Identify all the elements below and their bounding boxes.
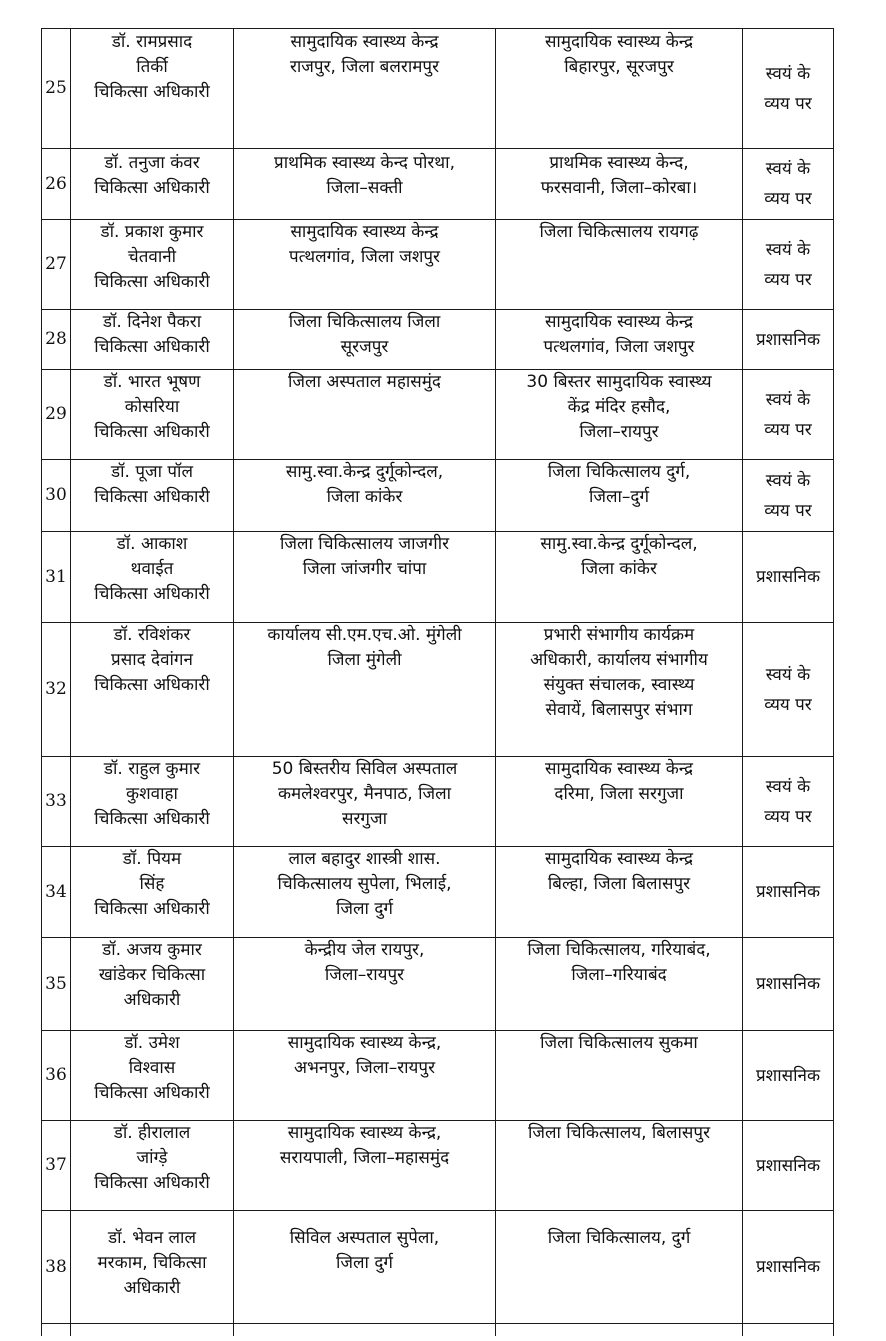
- officer-name-cell: [71, 460, 234, 532]
- new-posting-cell-line: सामुदायिक स्वास्थ्य केन्द्र: [544, 312, 694, 332]
- officer-name-cell-line: डॉ. हीरालाल: [113, 1123, 191, 1143]
- new-posting-cell: [496, 149, 743, 220]
- transfer-table: [41, 28, 834, 1336]
- officer-name-cell-line: जांग्ड़े: [136, 1148, 168, 1168]
- new-posting-cell-line: सामुदायिक स्वास्थ्य केन्द्र: [544, 759, 694, 779]
- serial-number-cell: 29: [42, 370, 71, 460]
- new-posting-cell-line: जिला चिकित्सालय, दुर्ग: [547, 1228, 691, 1248]
- transfer-mode-cell: [743, 1031, 834, 1121]
- new-posting-cell-line: सामु.स्वा.केन्द्र दुर्गूकोन्दल,: [540, 534, 698, 554]
- transfer-mode-cell: [743, 847, 834, 938]
- current-posting-cell-line: पत्थलगांव, जिला जशपुर: [288, 247, 440, 267]
- officer-name-cell: [71, 1211, 234, 1324]
- officer-name-cell-line: तिर्की: [136, 57, 168, 77]
- serial-number-cell: 31: [42, 532, 71, 623]
- transfer-mode-cell-line: प्रशासनिक: [755, 974, 821, 994]
- transfer-mode-cell-line: प्रशासनिक: [755, 1257, 821, 1277]
- current-posting-cell: [234, 149, 496, 220]
- serial-number-cell: 28: [42, 310, 71, 370]
- officer-name-cell-line: चेतवानी: [127, 247, 177, 267]
- table-row: [42, 1121, 834, 1211]
- new-posting-cell: [496, 623, 743, 757]
- transfer-mode-cell: [743, 757, 834, 847]
- officer-name-cell-line: अधिकारी: [123, 1278, 181, 1298]
- serial-number-cell: 34: [42, 847, 71, 938]
- transfer-mode-cell-line: स्वयं के: [765, 159, 811, 179]
- new-posting-cell-line: जिला चिकित्सालय सुकमा: [540, 1033, 698, 1053]
- new-posting-cell-line: जिला–रायपुर: [579, 422, 659, 442]
- table-row: [42, 938, 834, 1031]
- transfer-mode-cell: [743, 1211, 834, 1324]
- new-posting-cell-line: पत्थलगांव, जिला जशपुर: [543, 337, 695, 357]
- current-posting-cell: [234, 1211, 496, 1324]
- officer-name-cell-line: मरकाम, चिकित्सा: [97, 1253, 207, 1273]
- current-posting-cell-line: सामु.स्वा.केन्द्र दुर्गूकोन्दल,: [285, 462, 444, 482]
- officer-name-cell-line: डॉ. अजय कुमार: [102, 940, 202, 960]
- table-row-partial: [42, 1324, 834, 1336]
- new-posting-cell-line: जिला कांकेर: [581, 559, 657, 579]
- transfer-mode-cell-line: प्रशासनिक: [755, 567, 821, 587]
- officer-name-cell-line: चिकित्सा अधिकारी: [94, 675, 210, 695]
- table-row: [42, 757, 834, 847]
- current-posting-cell-line: जिला–सक्ती: [326, 178, 403, 198]
- new-posting-cell: [496, 370, 743, 460]
- officer-name-cell: [71, 847, 234, 938]
- table-row: [42, 1031, 834, 1121]
- officer-name-cell-line: डॉ. रामप्रसाद: [111, 32, 193, 52]
- new-posting-cell: [496, 847, 743, 938]
- officer-name-cell: [71, 938, 234, 1031]
- new-posting-cell-line: दरिमा, जिला सरगुजा: [554, 784, 684, 804]
- transfer-mode-cell-line: व्यय पर: [764, 806, 812, 827]
- transfer-mode-cell: [743, 460, 834, 532]
- current-posting-cell: [234, 220, 496, 310]
- serial-number-cell: 26: [42, 149, 71, 220]
- transfer-mode-cell-line: स्वयं के: [765, 776, 811, 797]
- serial-number-cell: 30: [42, 460, 71, 532]
- officer-name-cell-line: थवाईत: [130, 559, 174, 579]
- new-posting-cell-line: बिल्हा, जिला बिलासपुर: [547, 874, 691, 894]
- transfer-mode-cell-line: व्यय पर: [764, 419, 812, 440]
- table-row: [42, 623, 834, 757]
- transfer-mode-cell-line: व्यय पर: [764, 694, 812, 715]
- table-row: [42, 1211, 834, 1324]
- new-posting-cell: [496, 1031, 743, 1121]
- officer-name-cell-line: डॉ. आकाश: [116, 534, 188, 554]
- new-posting-cell: [496, 29, 743, 149]
- officer-name-cell-line: चिकित्सा अधिकारी: [94, 337, 210, 357]
- officer-name-cell: [71, 149, 234, 220]
- officer-name-cell-line: कुशवाहा: [126, 784, 178, 804]
- table-row: [42, 847, 834, 938]
- table-row: [42, 370, 834, 460]
- officer-name-cell-line: डॉ. राहुल कुमार: [103, 759, 201, 779]
- transfer-mode-cell: [743, 938, 834, 1031]
- current-posting-cell-line: लाल बहादुर शास्त्री शास.: [288, 849, 441, 869]
- current-posting-cell-line: जिला चिकित्सालय जाजगीर: [279, 534, 450, 554]
- current-posting-cell: [234, 460, 496, 532]
- transfer-mode-cell-line: प्रशासनिक: [755, 1155, 821, 1176]
- transfer-mode-cell-line: प्रशासनिक: [755, 882, 821, 902]
- current-posting-cell-line: सूरजपुर: [340, 337, 389, 357]
- current-posting-cell-line: सरायपाली, जिला–महासमुंद: [279, 1148, 450, 1168]
- officer-name-cell-line: कोसरिया: [124, 397, 180, 417]
- officer-name-cell-line: चिकित्सा अधिकारी: [94, 809, 210, 829]
- current-posting-cell-line: जिला दुर्ग: [336, 1253, 393, 1273]
- officer-name-cell: [71, 310, 234, 370]
- table-row: [42, 29, 834, 149]
- officer-name-cell-line: डॉ. भेवन लाल: [107, 1228, 196, 1248]
- serial-number-cell: 37: [42, 1121, 71, 1211]
- current-posting-cell-line: जिला दुर्ग: [336, 899, 393, 919]
- officer-name-cell: [71, 1031, 234, 1121]
- transfer-mode-cell: [743, 310, 834, 370]
- table-row: [42, 532, 834, 623]
- new-posting-cell-line: जिला–दुर्ग: [588, 487, 650, 507]
- empty-cell: [496, 1324, 743, 1336]
- serial-number-cell: 36: [42, 1031, 71, 1121]
- new-posting-cell-line: जिला चिकित्सालय रायगढ़: [539, 222, 699, 242]
- transfer-mode-cell-line: स्वयं के: [765, 664, 811, 685]
- current-posting-cell: [234, 532, 496, 623]
- officer-name-cell-line: चिकित्सा अधिकारी: [94, 272, 210, 292]
- officer-name-cell-line: सिंह: [139, 874, 165, 894]
- officer-name-cell-line: चिकित्सा अधिकारी: [94, 422, 210, 442]
- new-posting-cell-line: अधिकारी, कार्यालय संभागीय: [530, 650, 708, 670]
- current-posting-cell-line: प्राथमिक स्वास्थ्य केन्द पोरथा,: [274, 153, 455, 173]
- current-posting-cell-line: जिला कांकेर: [326, 487, 403, 507]
- transfer-mode-cell-line: प्रशासनिक: [755, 1065, 821, 1086]
- current-posting-cell: [234, 623, 496, 757]
- current-posting-cell-line: सामुदायिक स्वास्थ्य केन्द्र: [290, 222, 439, 242]
- serial-number-cell: 27: [42, 220, 71, 310]
- officer-name-cell-line: डॉ. दिनेश पैकरा: [102, 312, 202, 332]
- transfer-table-container: [41, 28, 834, 1336]
- transfer-mode-cell: [743, 1121, 834, 1211]
- officer-name-cell-line: चिकित्सा अधिकारी: [94, 584, 210, 604]
- transfer-mode-cell: [743, 29, 834, 149]
- current-posting-cell-line: सिविल अस्पताल सुपेला,: [289, 1228, 440, 1248]
- current-posting-cell-line: जिला अस्पताल महासमुंद: [288, 372, 441, 392]
- new-posting-cell-line: जिला चिकित्सालय, बिलासपुर: [527, 1123, 711, 1143]
- officer-name-cell: [71, 757, 234, 847]
- current-posting-cell: [234, 29, 496, 149]
- new-posting-cell: [496, 532, 743, 623]
- new-posting-cell: [496, 220, 743, 310]
- transfer-mode-cell-line: व्यय पर: [764, 189, 812, 209]
- new-posting-cell-line: सामुदायिक स्वास्थ्य केन्द्र: [544, 849, 694, 869]
- current-posting-cell-line: जिला चिकित्सालय जिला: [288, 312, 441, 332]
- new-posting-cell-line: जिला चिकित्सालय, गरियाबंद,: [527, 940, 711, 960]
- empty-cell: [234, 1324, 496, 1336]
- empty-cell: [42, 1324, 71, 1336]
- new-posting-cell-line: संयुक्त संचालक, स्वास्थ्य: [543, 675, 695, 695]
- table-row: [42, 149, 834, 220]
- serial-number-cell: 33: [42, 757, 71, 847]
- empty-cell: [743, 1324, 834, 1336]
- serial-number-cell: 38: [42, 1211, 71, 1324]
- new-posting-cell: [496, 938, 743, 1031]
- new-posting-cell: [496, 757, 743, 847]
- officer-name-cell-line: डॉ. भारत भूषण: [103, 372, 201, 392]
- new-posting-cell-line: केंद्र मंदिर हसौद,: [567, 397, 671, 417]
- officer-name-cell: [71, 220, 234, 310]
- transfer-mode-cell-line: स्वयं के: [765, 239, 811, 260]
- new-posting-cell-line: फरसवानी, जिला–कोरबा।: [540, 178, 698, 198]
- officer-name-cell-line: डॉ. प्रकाश कुमार: [100, 222, 204, 242]
- serial-number-cell: 25: [42, 29, 71, 149]
- officer-name-cell-line: खांडेकर चिकित्सा: [98, 965, 206, 985]
- transfer-mode-cell-line: स्वयं के: [765, 470, 811, 491]
- transfer-mode-cell-line: व्यय पर: [764, 500, 812, 521]
- officer-name-cell-line: डॉ. उमेश: [124, 1033, 180, 1053]
- new-posting-cell: [496, 310, 743, 370]
- current-posting-cell-line: जिला–रायपुर: [324, 965, 405, 985]
- officer-name-cell-line: विश्वास: [128, 1058, 176, 1078]
- transfer-mode-cell: [743, 149, 834, 220]
- officer-name-cell-line: चिकित्सा अधिकारी: [94, 1083, 210, 1103]
- officer-name-cell: [71, 29, 234, 149]
- transfer-mode-cell-line: स्वयं के: [765, 63, 811, 84]
- current-posting-cell: [234, 938, 496, 1031]
- officer-name-cell: [71, 1121, 234, 1211]
- officer-name-cell-line: डॉ. तनुजा कंवर: [104, 153, 200, 173]
- new-posting-cell-line: सेवायें, बिलासपुर संभाग: [545, 700, 693, 720]
- transfer-mode-cell-line: प्रशासनिक: [755, 329, 821, 350]
- officer-name-cell: [71, 623, 234, 757]
- current-posting-cell-line: चिकित्सालय सुपेला, भिलाई,: [277, 874, 452, 894]
- officer-name-cell: [71, 532, 234, 623]
- current-posting-cell-line: अभनपुर, जिला–रायपुर: [293, 1058, 436, 1078]
- current-posting-cell-line: सामुदायिक स्वास्थ्य केन्द्र,: [287, 1033, 442, 1053]
- officer-name-cell-line: डॉ. पियम: [122, 849, 182, 869]
- transfer-mode-cell-line: स्वयं के: [765, 389, 811, 410]
- current-posting-cell-line: जिला मुंगेली: [327, 650, 402, 670]
- transfer-mode-cell-line: व्यय पर: [764, 93, 812, 114]
- current-posting-cell: [234, 1121, 496, 1211]
- officer-name-cell-line: चिकित्सा अधिकारी: [94, 487, 210, 507]
- new-posting-cell-line: 30 बिस्तर सामुदायिक स्वास्थ्य: [526, 372, 712, 392]
- officer-name-cell-line: चिकित्सा अधिकारी: [94, 178, 210, 198]
- current-posting-cell-line: कार्यालय सी.एम.एच.ओ. मुंगेली: [267, 625, 462, 645]
- empty-cell: [71, 1324, 234, 1336]
- new-posting-cell-line: प्राथमिक स्वास्थ्य केन्द,: [549, 153, 689, 173]
- officer-name-cell-line: चिकित्सा अधिकारी: [94, 1173, 210, 1193]
- officer-name-cell: [71, 370, 234, 460]
- new-posting-cell-line: सामुदायिक स्वास्थ्य केन्द्र: [544, 32, 694, 52]
- current-posting-cell-line: 50 बिस्तरीय सिविल अस्पताल: [271, 759, 458, 779]
- serial-number-cell: 35: [42, 938, 71, 1031]
- table-row: [42, 310, 834, 370]
- current-posting-cell-line: राजपुर, जिला बलरामपुर: [289, 57, 440, 77]
- current-posting-cell: [234, 757, 496, 847]
- new-posting-cell-line: जिला चिकित्सालय दुर्ग,: [547, 462, 691, 482]
- new-posting-cell-line: बिहारपुर, सूरजपुर: [564, 57, 674, 77]
- transfer-mode-cell: [743, 220, 834, 310]
- new-posting-cell: [496, 1121, 743, 1211]
- transfer-mode-cell-line: व्यय पर: [764, 269, 812, 290]
- officer-name-cell-line: चिकित्सा अधिकारी: [94, 82, 210, 102]
- serial-number-cell: 32: [42, 623, 71, 757]
- new-posting-cell: [496, 1211, 743, 1324]
- new-posting-cell-line: प्रभारी संभागीय कार्यक्रम: [543, 625, 695, 645]
- officer-name-cell-line: प्रसाद देवांगन: [111, 650, 193, 670]
- table-row: [42, 220, 834, 310]
- officer-name-cell-line: चिकित्सा अधिकारी: [94, 899, 210, 919]
- transfer-mode-cell: [743, 532, 834, 623]
- current-posting-cell: [234, 310, 496, 370]
- transfer-mode-cell: [743, 370, 834, 460]
- current-posting-cell: [234, 847, 496, 938]
- current-posting-cell: [234, 1031, 496, 1121]
- current-posting-cell-line: जिला जांजगीर चांपा: [302, 559, 427, 579]
- current-posting-cell-line: कमलेश्वरपुर, मैनपाठ, जिला: [277, 784, 452, 804]
- current-posting-cell-line: सामुदायिक स्वास्थ्य केन्द्र: [290, 32, 439, 52]
- officer-name-cell-line: अधिकारी: [123, 990, 181, 1010]
- officer-name-cell-line: डॉ. रविशंकर: [113, 625, 191, 645]
- current-posting-cell-line: केन्द्रीय जेल रायपुर,: [304, 940, 425, 960]
- current-posting-cell: [234, 370, 496, 460]
- table-row: [42, 460, 834, 532]
- officer-name-cell-line: डॉ. पूजा पॉल: [111, 462, 193, 482]
- transfer-mode-cell: [743, 623, 834, 757]
- new-posting-cell: [496, 460, 743, 532]
- new-posting-cell-line: जिला–गरियाबंद: [571, 965, 667, 985]
- current-posting-cell-line: सरगुजा: [341, 809, 388, 829]
- current-posting-cell-line: सामुदायिक स्वास्थ्य केन्द्र,: [287, 1123, 442, 1143]
